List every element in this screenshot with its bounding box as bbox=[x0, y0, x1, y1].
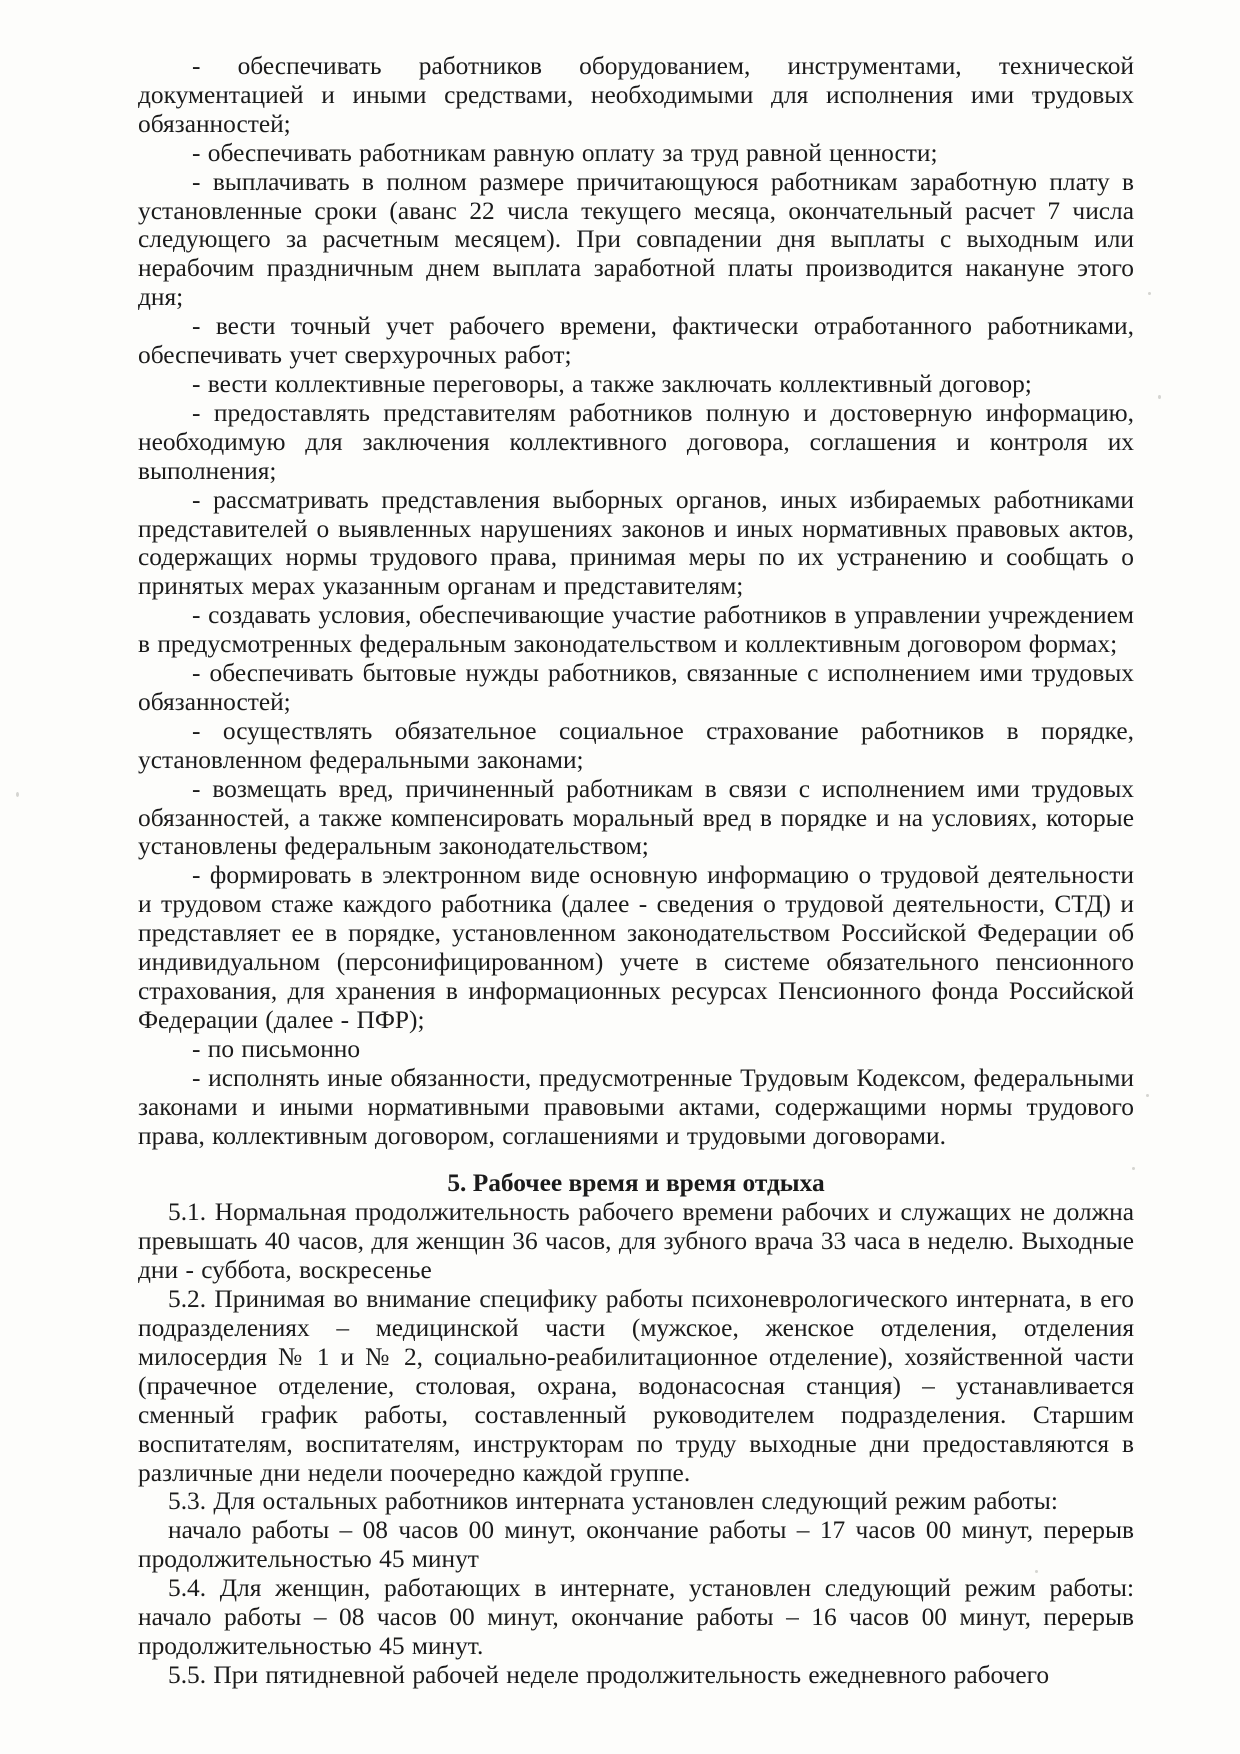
scan-noise-speck bbox=[1090, 902, 1093, 905]
obligation-paragraph-equipment: - обеспечивать работников оборудованием, инструментами, технической документацией и иными средствами, необходимыми для исполнения ими трудовых обязанностей; bbox=[138, 52, 1134, 138]
scan-noise-speck bbox=[560, 1472, 564, 1475]
scan-noise-speck bbox=[1158, 395, 1161, 399]
section-paragraph-5-5: 5.5. При пятидневной рабочей неделе продолжительность ежедневного рабочего bbox=[168, 1660, 1050, 1689]
obligation-paragraph-information: - предоставлять представителям работников полную и достоверную информацию, необходимую для заключения коллективного договора, соглашения и контроля их выполнения; bbox=[138, 398, 1134, 485]
obligation-paragraph-other-duties: - исполнять иные обязанности, предусмотренные Трудовым Кодексом, федеральными законами и иными нормативными правовыми актами, содержащими нормы трудового права, коллективным договором, соглашениями и трудовыми договорами. bbox=[138, 1063, 1134, 1150]
section-paragraph-5-2: 5.2. Принимая во внимание специфику работы психоневрологического интерната, в его подразделениях – медицинской части (мужское, женское отделения, отделения милосердия № 1 и № 2, социально-реабилитационное отделение), хозяйственной части (прачечное отделение, столовая, охрана, водонасосная станция) – устанавливается сменный график работы, составленный руководителем подразделения. Старшим воспитателям, воспитателям, инструкторам по труду выходные дни предоставляются в различные дни недели поочередно каждой группе. bbox=[138, 1285, 1134, 1487]
obligation-paragraph-time-accounting: - вести точный учет рабочего времени, фактически отработанного работниками, обеспечивать учет сверхурочных работ; bbox=[138, 312, 1134, 370]
obligation-paragraph-everyday-needs: - обеспечивать бытовые нужды работников, связанные с исполнением ими трудовых обязанностей; bbox=[138, 659, 1134, 716]
section-paragraph-5-3: 5.3. Для остальных работников интерната установлен следующий режим работы: bbox=[168, 1487, 1058, 1516]
scan-noise-speck bbox=[1096, 96, 1099, 99]
scan-noise-speck bbox=[1146, 1094, 1149, 1097]
scan-noise-speck bbox=[1132, 1167, 1135, 1170]
obligation-paragraph-social-insurance: - осуществлять обязательное социальное страхование работников в порядке, установленном федеральными законами; bbox=[138, 716, 1134, 774]
section-5-heading: 5. Рабочее время и время отдыха bbox=[447, 1169, 825, 1198]
section-paragraph-5-1: 5.1. Нормальная продолжительность рабочего времени рабочих и служащих не должна превышать 40 часов, для женщин 36 часов, для зубного врача 33 часа в неделю. Выходные дни - суббота, воскресенье bbox=[138, 1198, 1134, 1285]
obligation-paragraph-participation: - создавать условия, обеспечивающие участие работников в управлении учреждением в предусмотренных федеральным законодательством и коллективным договором формах; bbox=[138, 601, 1134, 659]
section-paragraph-5-4: 5.4. Для женщин, работающих в интернате, установлен следующий режим работы: начало работы – 08 часов 00 минут, окончание работы – 16 часов 00 минут, перерыв продолжительностью 45 минут. bbox=[138, 1574, 1134, 1660]
obligation-paragraph-equal-pay: - обеспечивать работникам равную оплату за труд равной ценности; bbox=[192, 138, 938, 167]
obligation-paragraph-po-pismonno: - по письмонно bbox=[192, 1034, 361, 1063]
obligation-paragraph-review-submissions: - рассматривать представления выборных органов, иных избираемых работниками представителей о выявленных нарушениях законов и иных нормативных правовых актов, содержащих нормы трудового права, принимая меры по их устранению и сообщать о принятых мерах указанным органам и представителям; bbox=[138, 485, 1134, 601]
section-paragraph-5-3-schedule: начало работы – 08 часов 00 минут, окончание работы – 17 часов 00 минут, перерыв продолжительностью 45 минут bbox=[138, 1516, 1134, 1574]
obligation-paragraph-electronic-records: - формировать в электронном виде основную информацию о трудовой деятельности и трудовом стаже каждого работника (далее - сведения о трудовой деятельности, СТД) и представляет ее в порядке, установленном законодательством Российской Федерации об индивидуальном (персонифицированном) учете в системе обязательного пенсионного страхования, для хранения в информационных ресурсах Пенсионного фонда Российской Федерации (далее - ПФР); bbox=[138, 861, 1134, 1034]
obligation-paragraph-collective-negotiations: - вести коллективные переговоры, а также заключать коллективный договор; bbox=[192, 369, 1032, 398]
scan-noise-speck bbox=[16, 792, 19, 797]
obligation-paragraph-damage-compensation: - возмещать вред, причиненный работникам в связи с исполнением ими трудовых обязанностей, а также компенсировать моральный вред в порядке и на условиях, которые установлены федеральным законодательством; bbox=[138, 774, 1134, 861]
document-text-block bbox=[138, 52, 1134, 1690]
scan-noise-speck bbox=[1032, 94, 1036, 97]
obligation-paragraph-salary-terms: - выплачивать в полном размере причитающуюся работникам заработную плату в установленные сроки (аванс 22 числа текущего месяца, окончательный расчет 7 числа следующего за расчетным месяцем). При совпадении дня выплаты с выходным или нерабочим праздничным днем выплата заработной платы производится накануне этого дня; bbox=[138, 167, 1134, 312]
scan-noise-speck bbox=[1035, 1570, 1038, 1573]
scan-noise-speck bbox=[1148, 292, 1151, 295]
